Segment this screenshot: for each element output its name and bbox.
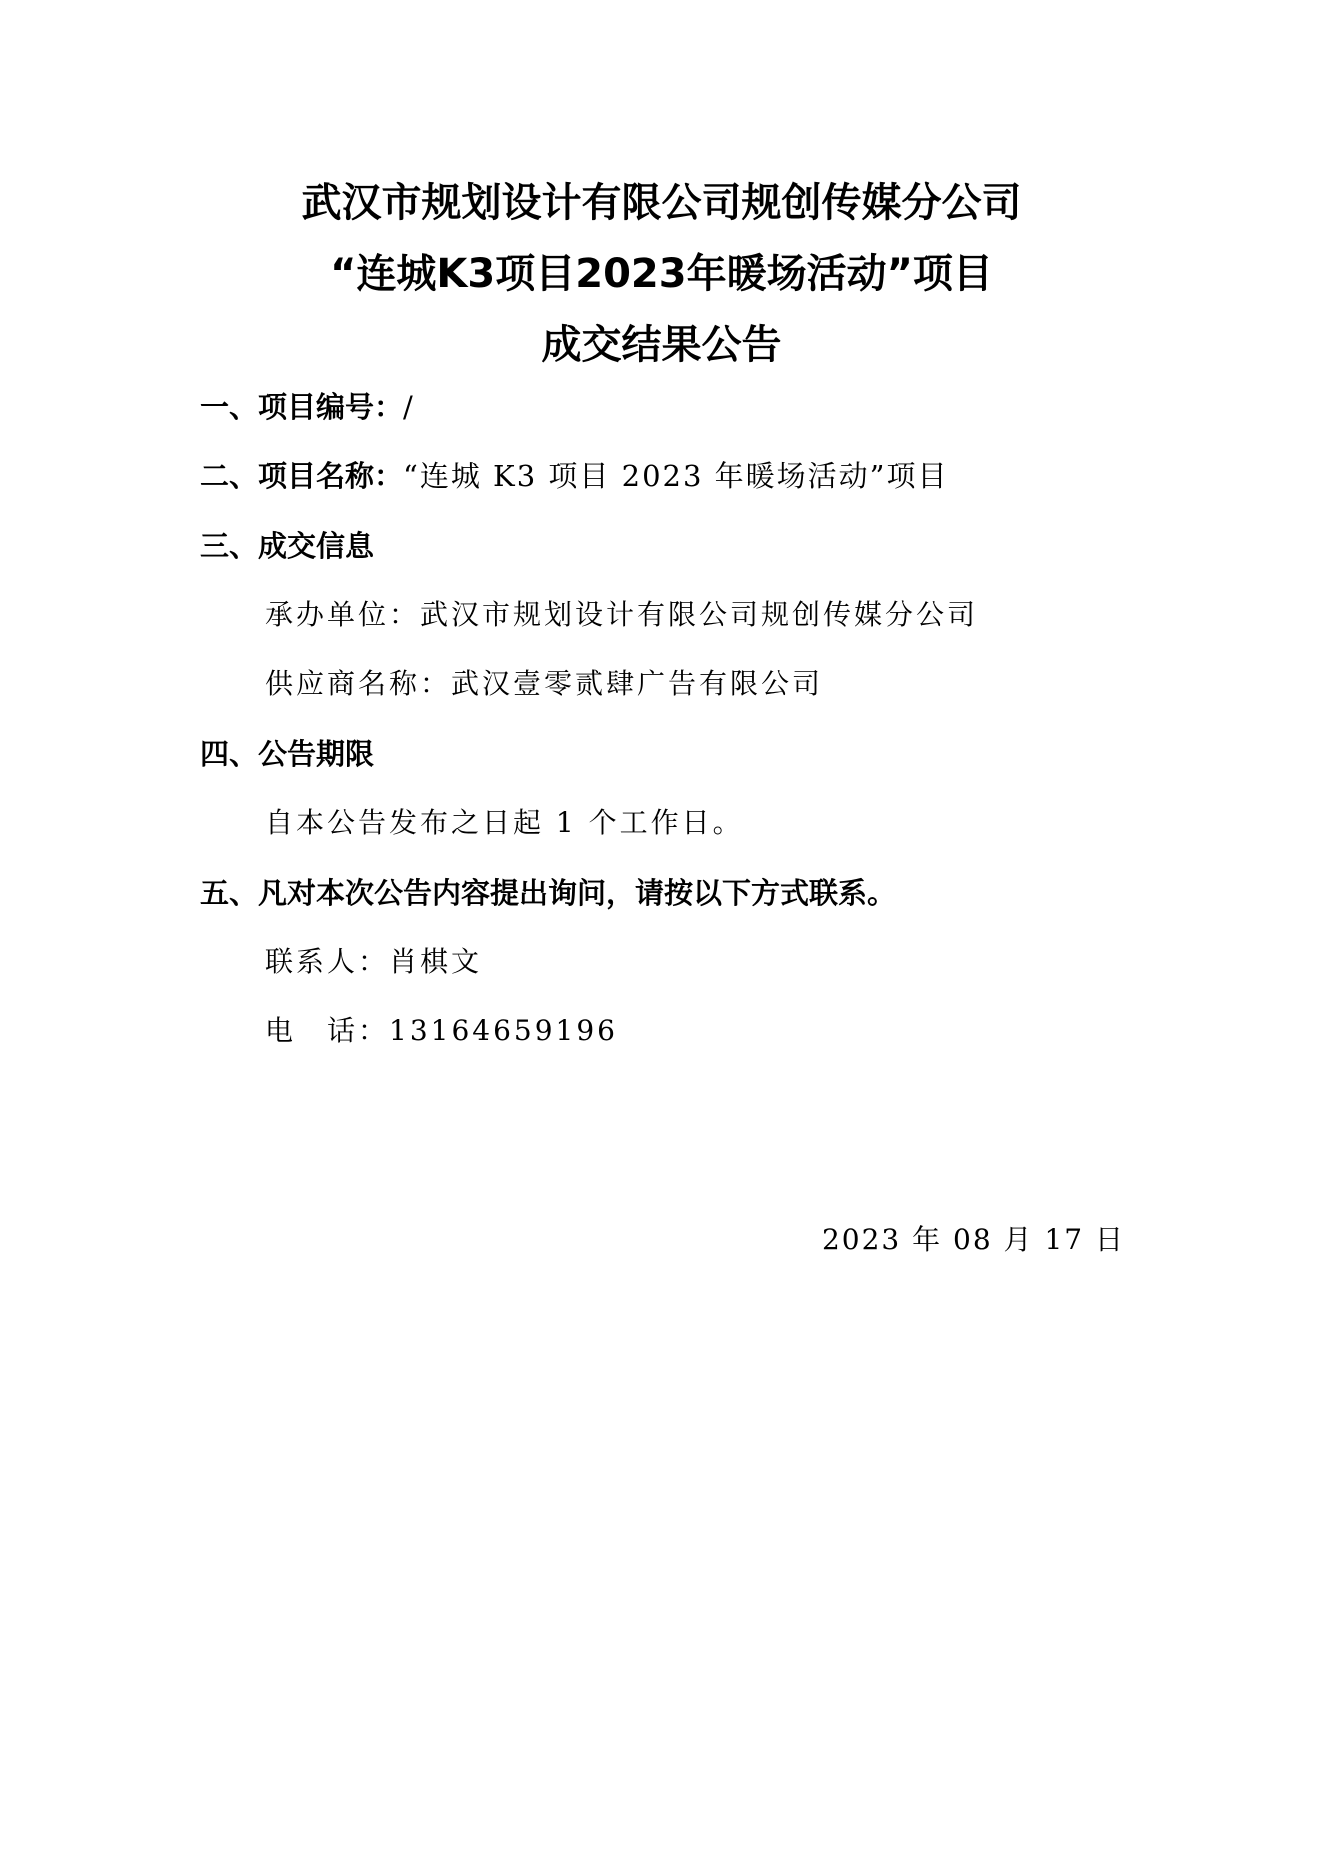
title-project: “连城K3项目2023年暖场活动”项目 — [330, 251, 993, 297]
section-project-number-label: 一、项目编号： — [200, 390, 404, 424]
project-name-value: “连城 K3 项目 2023 年暖场活动”项目 — [403, 459, 949, 493]
contact-person-line: 联系人：肖棋文 — [265, 945, 483, 978]
contact-phone-label: 电 话： — [265, 1014, 390, 1047]
section-deal-info: 三、成交信息 — [200, 529, 375, 563]
notice-period-line: 自本公告发布之日起 1 个工作日。 — [265, 806, 744, 839]
section-project-name-label: 二、项目名称： — [200, 459, 404, 493]
title-announcement: 成交结果公告 — [541, 322, 782, 368]
document-title — [0, 168, 1323, 381]
section-notice-period: 四、公告期限 — [200, 737, 375, 771]
contact-phone-number: 13164659196 — [389, 1014, 618, 1047]
organizer-line: 承办单位：武汉市规划设计有限公司规创传媒分公司 — [265, 598, 979, 631]
title-company: 武汉市规划设计有限公司规创传媒分公司 — [301, 180, 1022, 226]
announcement-date: 2023 年 08 月 17 日 — [821, 1223, 1125, 1256]
section-project-name — [200, 458, 948, 494]
section-project-number — [200, 389, 415, 425]
contact-phone-line — [265, 1013, 618, 1049]
section-contact-inquiry: 五、凡对本次公告内容提出询问，请按以下方式联系。 — [200, 876, 897, 910]
supplier-line: 供应商名称：武汉壹零贰肆广告有限公司 — [265, 667, 824, 700]
project-number-value: / — [403, 390, 415, 424]
